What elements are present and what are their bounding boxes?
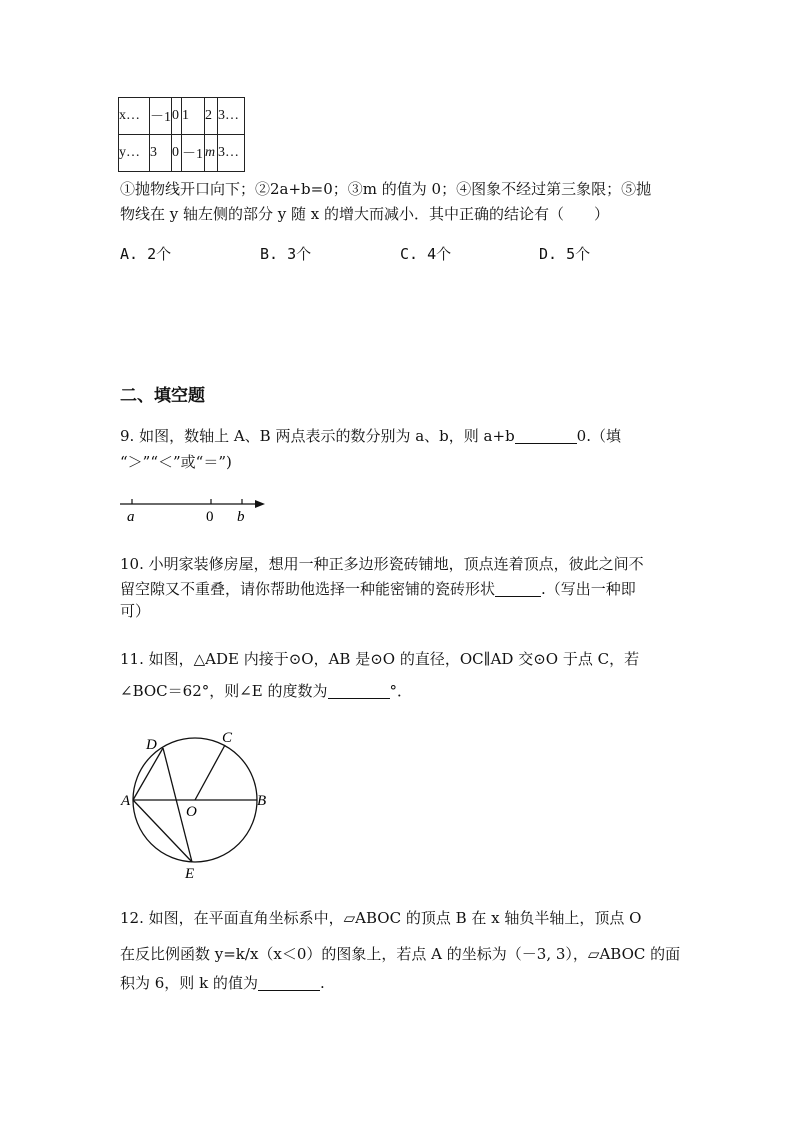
q12-line-1: 12. 如图，在平面直角坐标系中，▱ABOC 的顶点 B 在 x 轴负半轴上，顶点 O — [120, 909, 642, 927]
label-o: O — [186, 804, 197, 820]
q12-text-start: 积为 6，则 k 的值为 — [120, 974, 258, 992]
table-cell: 3 — [150, 135, 172, 172]
q12-text-end: . — [319, 974, 325, 992]
q9-text-start: 9. 如图，数轴上 A、B 两点表示的数分别为 a、b，则 a+b — [120, 427, 515, 445]
q12-line-3 — [120, 972, 325, 994]
radius-oc — [195, 745, 225, 800]
label-d: D — [146, 737, 157, 753]
answer-blank[interactable] — [495, 580, 541, 597]
q9-line-1 — [120, 425, 621, 447]
chord-ad — [133, 748, 163, 800]
label-b: b — [237, 509, 245, 525]
table-row — [119, 135, 245, 172]
circle-figure — [110, 723, 280, 883]
table-cell: 0 — [172, 135, 182, 172]
answer-blank[interactable] — [258, 974, 320, 991]
table-cell: －1 — [182, 135, 205, 172]
q11-text-start: ∠BOC＝62°，则∠E 的度数为 — [120, 682, 328, 700]
q11-text-end: °． — [389, 682, 413, 700]
table-cell: x… — [119, 98, 150, 135]
table-cell: －1 — [150, 98, 172, 135]
answer-blank[interactable] — [328, 682, 390, 699]
label-zero: 0 — [206, 509, 214, 525]
q9-text-end: 0.（填 — [576, 427, 621, 445]
label-c: C — [222, 730, 233, 746]
option-b: B. 3个 — [260, 245, 312, 263]
table-cell: 3… — [218, 98, 245, 135]
number-line-figure — [115, 492, 275, 526]
section-title: 二、填空题 — [120, 386, 205, 406]
arrow-head-icon — [255, 500, 265, 508]
q10-text-end: .（写出一种即 — [541, 580, 636, 598]
q12-line-2: 在反比例函数 y=k/x（x＜0）的图象上，若点 A 的坐标为（－3, 3），▱ABOC 的面 — [120, 945, 681, 963]
table-cell: 1 — [182, 98, 205, 135]
label-b: B — [257, 793, 267, 809]
answer-blank[interactable] — [515, 427, 577, 444]
option-a: A. 2个 — [120, 245, 172, 263]
q9-line-2: “＞”“＜”或“＝”) — [120, 453, 232, 471]
q10-text-start: 留空隙又不重叠，请你帮助他选择一种能密铺的瓷砖形状 — [120, 580, 496, 598]
table-cell: 3… — [218, 135, 245, 172]
option-c: C. 4个 — [400, 245, 452, 263]
label-e: E — [185, 866, 195, 882]
q10-line-1: 10. 小明家装修房屋，想用一种正多边形瓷砖铺地，顶点连着顶点，彼此之间不 — [120, 555, 644, 573]
q8-line-2: 物线在 y 轴左侧的部分 y 随 x 的增大而减小．其中正确的结论有（ ） — [120, 205, 610, 223]
label-a: a — [127, 509, 135, 525]
table-cell: y… — [119, 135, 150, 172]
option-d: D. 5个 — [539, 245, 591, 263]
q11-line-1: 11. 如图，△ADE 内接于⊙O，AB 是⊙O 的直径，OC∥AD 交⊙O 于点 C，若 — [120, 650, 640, 668]
table-cell: 2 — [205, 98, 218, 135]
q10-line-2 — [120, 578, 636, 600]
q8-line-1: ①抛物线开口向下；②2a+b=0；③m 的值为 0；④图象不经过第三象限；⑤抛 — [120, 180, 652, 198]
table-cell: 0 — [172, 98, 182, 135]
q10-line-3: 可） — [120, 602, 151, 620]
label-a: A — [121, 793, 131, 809]
table-cell: m — [205, 135, 218, 172]
table-row — [119, 98, 245, 135]
q11-line-2 — [120, 680, 412, 702]
value-table — [118, 97, 245, 172]
